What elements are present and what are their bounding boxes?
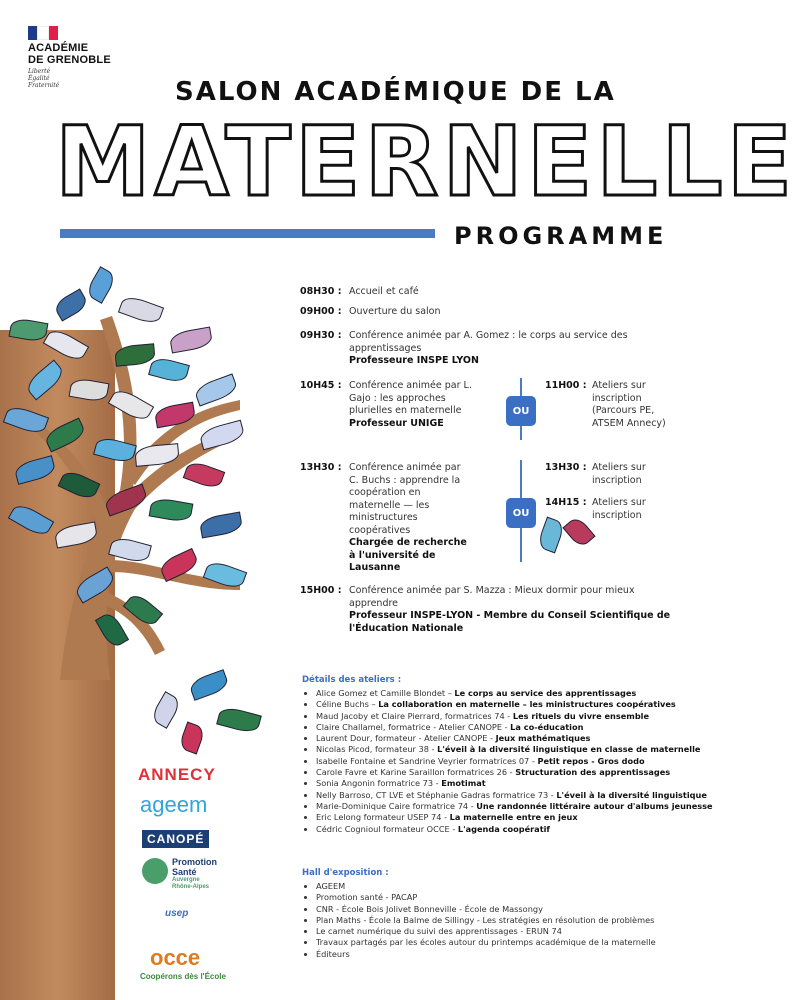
atelier-item	[316, 733, 716, 744]
schedule-1330	[300, 462, 470, 575]
hall-title: Hall d'exposition :	[302, 868, 389, 878]
ageem-logo: ageem	[140, 792, 208, 817]
promotion-sante-icon	[142, 858, 168, 884]
promo-line1: Promotion	[172, 857, 217, 867]
schedule-text: Accueil et café	[349, 286, 419, 297]
atelier-item	[316, 767, 716, 778]
title-line1: SALON ACADÉMIQUE DE LA	[175, 77, 616, 107]
promotion-sante-logo	[172, 857, 217, 891]
atelier-topic: L'agenda coopératif	[457, 823, 550, 834]
atelier-presenter: Nicolas Picod, formateur 38 -	[316, 744, 438, 755]
atelier-presenter: Nelly Barroso, CT LVE et Stéphanie Gadras formatrice 73 -	[316, 789, 557, 800]
atelier-item	[316, 699, 716, 710]
devise-liberte: Liberté	[28, 68, 51, 75]
subtitle: PROGRAMME	[454, 222, 668, 250]
leaf-icon	[178, 721, 206, 754]
atelier-presenter: Eric Lelong formateur USEP 74 -	[316, 812, 450, 823]
hall-item: • Travaux partagés par les écoles autour du printemps académique de la maternelle	[316, 937, 716, 948]
atelier-presenter: Isabelle Fontaine et Sandrine Veyrier formatrices 07 -	[316, 755, 538, 766]
ateliers-list	[302, 688, 716, 835]
atelier-topic: La collaboration en maternelle – les ministructures coopératives	[378, 699, 676, 710]
accent-bar	[60, 229, 435, 238]
time-label: 15H00 :	[300, 585, 342, 596]
schedule-0830	[300, 286, 419, 299]
time-label: 09H30 :	[300, 330, 342, 341]
schedule-1500	[300, 585, 672, 635]
atelier-item	[316, 688, 716, 699]
atelier-presenter: Marie-Dominique Caire formatrice 74 -	[316, 800, 477, 811]
hall-item: • Plan Maths - École la Balme de Sillingy - Les stratégies en résolution de problèmes	[316, 915, 716, 926]
schedule-1415	[545, 497, 675, 522]
schedule-1045	[300, 380, 472, 430]
promo-line3: Auvergne	[172, 877, 200, 883]
atelier-topic: L'éveil à la diversité linguistique	[556, 789, 707, 800]
hall-item: • Le carnet numérique du suivi des apprentissages - ERUN 74	[316, 926, 716, 937]
atelier-topic: La maternelle entre en jeux	[449, 812, 578, 823]
schedule-text	[349, 585, 672, 635]
time-label: 13H30 :	[545, 462, 587, 473]
atelier-topic: La co-éducation	[510, 721, 584, 732]
devise	[28, 68, 59, 89]
atelier-item	[316, 756, 716, 767]
atelier-presenter: Céline Buchs –	[316, 699, 379, 710]
atelier-item	[316, 722, 716, 733]
schedule-text	[349, 462, 470, 575]
logo-line1: ACADÉMIE	[28, 42, 89, 54]
usep-logo: usep	[165, 908, 189, 919]
atelier-item	[316, 711, 716, 722]
atelier-item	[316, 744, 716, 755]
academie-logo	[28, 42, 111, 66]
time-label: 13H30 :	[300, 462, 342, 473]
hall-item: • CNR - École Bois Jolivet Bonneville - École de Massongy	[316, 904, 716, 915]
leaf-icon	[149, 691, 182, 729]
atelier-presenter: Alice Gomez et Camille Blondet –	[316, 688, 455, 698]
time-label: 14H15 :	[545, 497, 587, 508]
promo-line2: Santé	[172, 867, 197, 877]
leaf-icon	[536, 517, 566, 554]
atelier-topic: Petit repos - Gros dodo	[537, 755, 645, 766]
schedule-text: Ateliers sur inscription	[592, 497, 646, 521]
schedule-speaker: Professeure INSPE LYON	[349, 355, 479, 366]
time-label: 10H45 :	[300, 380, 342, 391]
atelier-presenter: Maud Jacoby et Claire Pierrard, formatrices 74 -	[316, 710, 513, 721]
schedule-speaker: Professeur UNIGE	[349, 417, 444, 429]
atelier-topic: Jeux mathématiques	[495, 733, 591, 744]
ou-badge: OU	[506, 396, 536, 426]
atelier-item	[316, 778, 716, 789]
atelier-presenter: Carole Favre et Karine Saraillon formatrices 26 -	[316, 767, 516, 778]
atelier-item	[316, 790, 716, 801]
schedule-desc: Conférence animée par A. Gomez : le corps au service des apprentissages	[349, 330, 628, 354]
hall-item: • Éditeurs	[316, 949, 716, 960]
logo-line2: DE GRENOBLE	[28, 54, 111, 66]
hall-item: • AGEEM	[316, 881, 716, 892]
atelier-topic: Le corps au service des apprentissages	[454, 688, 637, 698]
schedule-text: Ateliers sur inscription (Parcours PE, ATSEM Annecy)	[592, 380, 666, 429]
schedule-speaker: Professeur INSPE-LYON - Membre du Conseil Scientifique de l'Éducation Nationale	[349, 610, 671, 634]
atelier-item	[316, 801, 716, 812]
schedule-speaker: Chargée de recherche à l'université de Lausanne	[349, 537, 467, 573]
hall-list	[302, 881, 716, 960]
atelier-item	[316, 824, 716, 835]
schedule-1100	[545, 380, 675, 430]
atelier-presenter: Claire Challamel, formatrice - Atelier CANOPE -	[316, 721, 511, 732]
time-label: 09H00 :	[300, 306, 342, 317]
schedule-0930	[300, 330, 672, 368]
ou-badge: OU	[506, 498, 536, 528]
atelier-presenter: Sonia Angonin formatrice 73 -	[316, 778, 442, 789]
time-label: 11H00 :	[545, 380, 587, 391]
schedule-desc: Conférence animée par S. Mazza : Mieux dormir pour mieux apprendre	[349, 585, 635, 609]
schedule-desc: Conférence animée par L. Gajo : les approches plurielles en maternelle	[349, 380, 472, 416]
schedule-0900	[300, 306, 441, 319]
schedule-text: Ouverture du salon	[349, 306, 441, 317]
leaf-icon	[216, 705, 262, 735]
title-line2: MATERNELLE	[55, 106, 796, 218]
promo-line4: Rhône-Alpes	[172, 884, 210, 890]
schedule-desc: Conférence animée par C. Buchs : apprendre la coopération en maternelle — les ministructures coopératives	[349, 462, 461, 536]
atelier-topic: Structuration des apprentissages	[515, 767, 671, 778]
atelier-presenter: Laurent Dour, formateur - Atelier CANOPE -	[316, 733, 496, 744]
schedule-1330b	[545, 462, 675, 487]
occe-logo: occe	[150, 945, 201, 970]
atelier-item	[316, 812, 716, 823]
hall-item: • Promotion santé - PACAP	[316, 892, 716, 903]
time-label: 08H30 :	[300, 286, 342, 297]
devise-fraternite: Fraternité	[28, 82, 60, 89]
devise-egalite: Égalité	[28, 75, 50, 82]
atelier-topic: Les rituels du vivre ensemble	[512, 710, 650, 721]
republic-flag-icon	[28, 26, 58, 40]
occe-tagline: Coopérons dès l'École	[140, 972, 226, 981]
schedule-text: Ateliers sur inscription	[592, 462, 646, 486]
atelier-topic: Une randonnée littéraire autour d'albums jeunesse	[476, 800, 713, 811]
atelier-presenter: Cédric Cognioul formateur OCCE -	[316, 823, 458, 834]
schedule-text	[349, 380, 472, 430]
ateliers-title: Détails des ateliers :	[302, 675, 402, 685]
schedule-text	[349, 330, 672, 368]
annecy-logo: ANNECY	[138, 765, 216, 784]
canope-logo: CANOPÉ	[142, 830, 209, 848]
atelier-topic: Emotimat	[441, 778, 486, 789]
atelier-topic: L'éveil à la diversité linguistique en classe de maternelle	[437, 744, 701, 755]
